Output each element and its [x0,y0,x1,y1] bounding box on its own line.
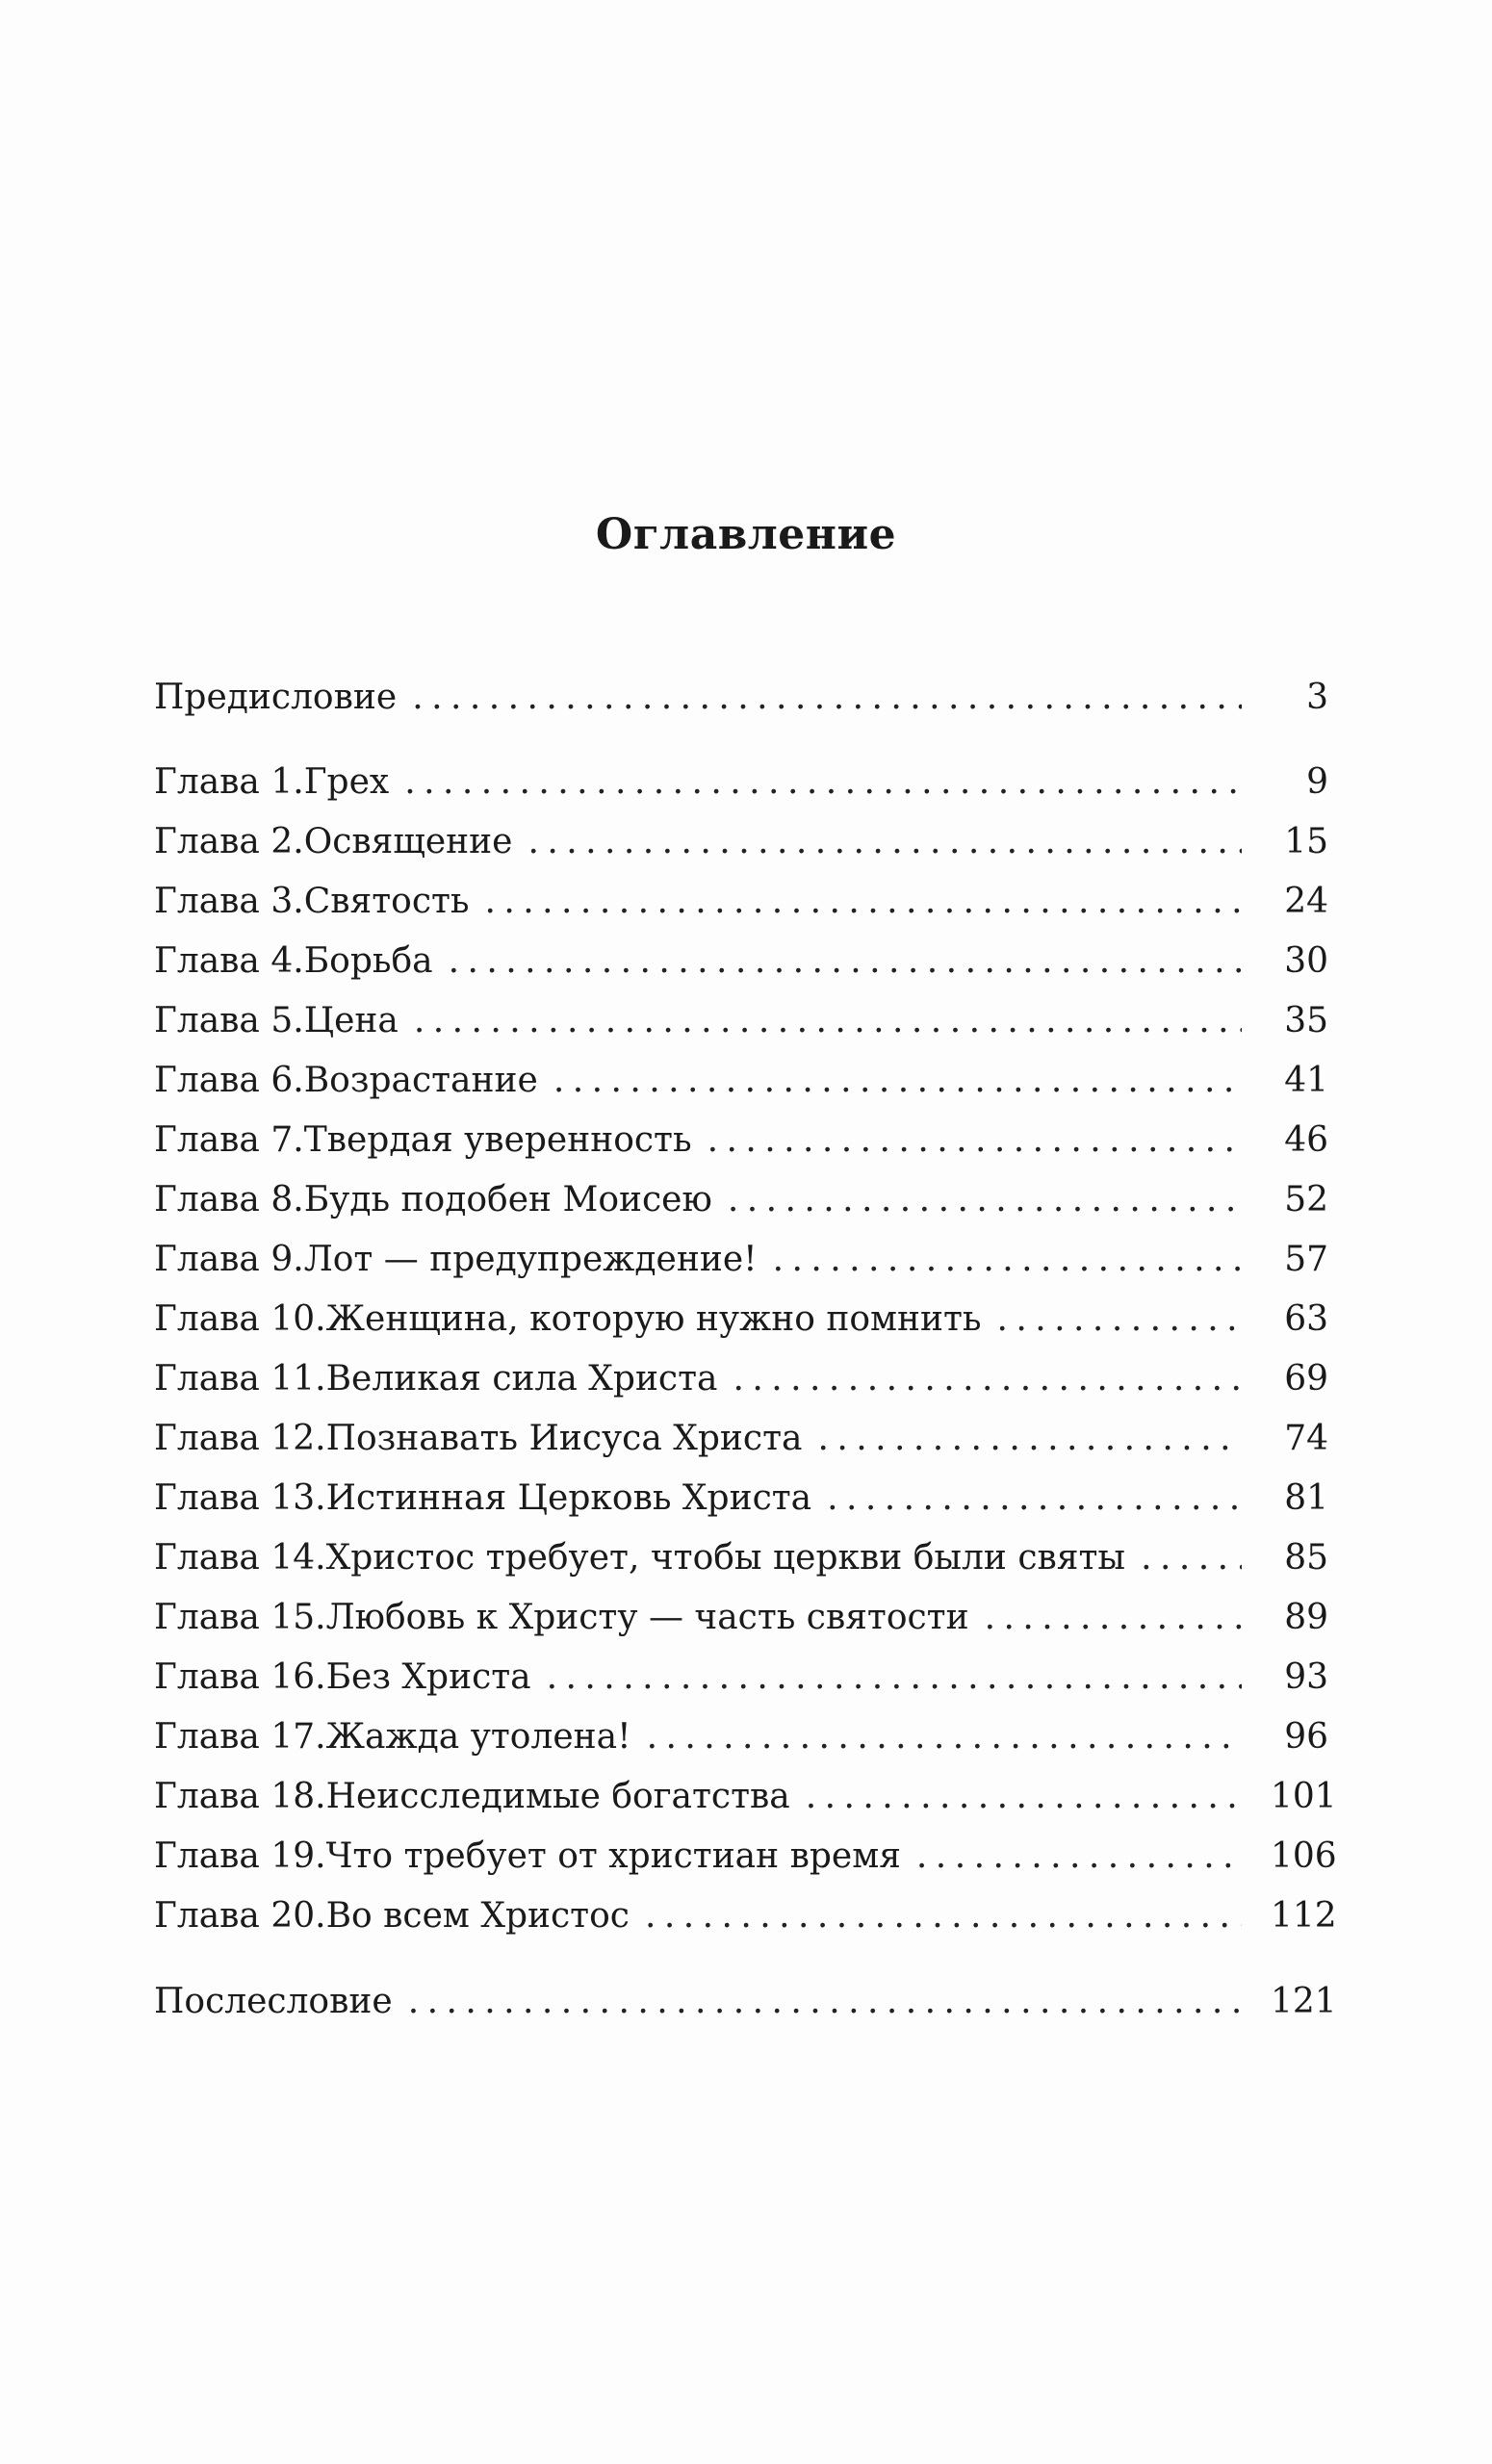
chapter-number: Глава 19. [154,1836,326,1876]
toc-entry-chapter [154,1828,1337,1886]
toc-entry-page: 121 [1271,1982,1337,2021]
dot-leader [985,1589,1242,1647]
dot-leader [547,1649,1242,1707]
toc-entry-afterword [154,1973,1337,2031]
toc-entry-chapter [154,1470,1328,1527]
toc-entry-page: 106 [1271,1836,1337,1876]
toc-entry-page: 57 [1284,1240,1328,1279]
toc-entry-title: Грех [303,762,390,802]
toc-entry-page: 63 [1284,1299,1328,1339]
table-of-contents [154,0,1337,2464]
toc-entry-chapter [154,992,1328,1050]
toc-entry-title: Любовь к Христу — часть святости [325,1598,969,1637]
chapter-number: Глава 1. [154,762,304,802]
dot-leader [728,1171,1242,1229]
chapter-number: Глава 2. [154,822,304,861]
chapter-number: Глава 20. [154,1896,326,1936]
toc-entry-title: Что требует от христиан время [325,1836,901,1876]
toc-entry-page: 35 [1284,1001,1328,1040]
toc-entry-chapter [154,933,1328,990]
dot-leader [404,754,1242,811]
toc-entry-title: Твердая уверенность [303,1120,692,1160]
dot-leader [408,1973,1242,2031]
toc-entry-page: 112 [1271,1896,1337,1936]
chapter-number: Глава 18. [154,1777,326,1816]
toc-entry-page: 96 [1284,1717,1328,1757]
dot-leader [773,1231,1242,1289]
toc-entry-page: 69 [1284,1359,1328,1399]
toc-entry-title: Женщина, которую нужно помнить [325,1299,982,1339]
toc-entry-chapter [154,1589,1328,1647]
toc-entry-page: 15 [1284,822,1328,861]
toc-entry-title: Будь подобен Моисею [303,1180,712,1219]
toc-entry-title: Цена [303,1001,399,1040]
chapter-number: Глава 9. [154,1240,304,1279]
dot-leader [449,933,1242,990]
toc-entry-page: 81 [1284,1478,1328,1518]
chapter-number: Глава 16. [154,1657,326,1697]
chapter-number: Глава 11. [154,1359,326,1399]
chapter-number: Глава 14. [154,1538,326,1578]
toc-entry-title: Послесловие [154,1982,393,2021]
dot-leader [645,1887,1242,1945]
toc-entry-chapter [154,1291,1328,1348]
toc-entry-chapter [154,1768,1337,1826]
dot-leader [485,873,1243,931]
chapter-number: Глава 17. [154,1717,326,1757]
toc-entry-title: Христос требует, чтобы церкви были святы [325,1538,1126,1578]
chapter-number: Глава 13. [154,1478,326,1518]
dot-leader [817,1410,1242,1468]
chapter-number: Глава 4. [154,941,304,981]
toc-entry-title: Без Христа [325,1657,531,1697]
toc-entry-chapter [154,1529,1328,1587]
toc-entry-title: Святость [303,882,470,921]
dot-leader [647,1708,1242,1766]
dot-leader [997,1291,1243,1348]
dot-leader [1141,1529,1242,1587]
dot-leader [733,1350,1242,1408]
dot-leader [916,1828,1242,1886]
toc-entry-title: Возрастание [303,1061,538,1100]
toc-entry-page: 30 [1284,941,1328,981]
chapter-number: Глава 3. [154,882,304,921]
toc-entry-chapter [154,1231,1328,1289]
toc-entry-preface [154,669,1328,727]
page-title: Оглавление [595,510,897,559]
dot-leader [527,813,1242,871]
chapter-number: Глава 7. [154,1120,304,1160]
toc-entry-page: 52 [1284,1180,1328,1219]
dot-leader [707,1112,1242,1169]
toc-entry-title: Истинная Церковь Христа [325,1478,812,1518]
toc-entry-title: Познавать Иисуса Христа [325,1419,803,1458]
toc-entry-chapter [154,1350,1328,1408]
toc-entry-page: 24 [1284,882,1328,921]
toc-entry-title: Лот — предупреждение! [303,1240,758,1279]
dot-leader [412,669,1242,727]
toc-entry-page: 46 [1284,1120,1328,1160]
toc-entry-title: Освящение [303,822,513,861]
toc-entry-chapter [154,754,1328,811]
toc-entry-page: 74 [1284,1419,1328,1458]
toc-entry-chapter [154,1171,1328,1229]
toc-entry-title: Жажда утолена! [325,1717,631,1757]
chapter-number: Глава 15. [154,1598,326,1637]
chapter-number: Глава 12. [154,1419,326,1458]
chapter-number: Глава 5. [154,1001,304,1040]
toc-entry-page: 85 [1284,1538,1328,1578]
dot-leader [827,1470,1242,1527]
toc-entry-page: 3 [1306,678,1328,717]
toc-entry-page: 101 [1271,1777,1337,1816]
chapter-number: Глава 10. [154,1299,326,1339]
toc-entry-chapter [154,813,1328,871]
toc-entry-title: Борьба [303,941,433,981]
toc-entry-chapter [154,1052,1328,1110]
toc-entry-page: 41 [1284,1061,1328,1100]
toc-entry-chapter [154,1112,1328,1169]
toc-entry-chapter [154,1887,1337,1945]
toc-entry-title: Неисследимые богатства [325,1777,790,1816]
toc-entry-page: 9 [1306,762,1328,802]
toc-entry-title: Предисловие [154,678,398,717]
dot-leader [553,1052,1242,1110]
chapter-number: Глава 6. [154,1061,304,1100]
toc-entry-chapter [154,873,1328,931]
dot-leader [414,992,1242,1050]
toc-entry-chapter [154,1708,1328,1766]
toc-entry-page: 93 [1284,1657,1328,1697]
toc-entry-title: Во всем Христос [325,1896,630,1936]
toc-entry-title: Великая сила Христа [325,1359,718,1399]
chapter-number: Глава 8. [154,1180,304,1219]
toc-entry-page: 89 [1284,1598,1328,1637]
toc-entry-chapter [154,1410,1328,1468]
dot-leader [806,1768,1242,1826]
toc-entry-chapter [154,1649,1328,1707]
